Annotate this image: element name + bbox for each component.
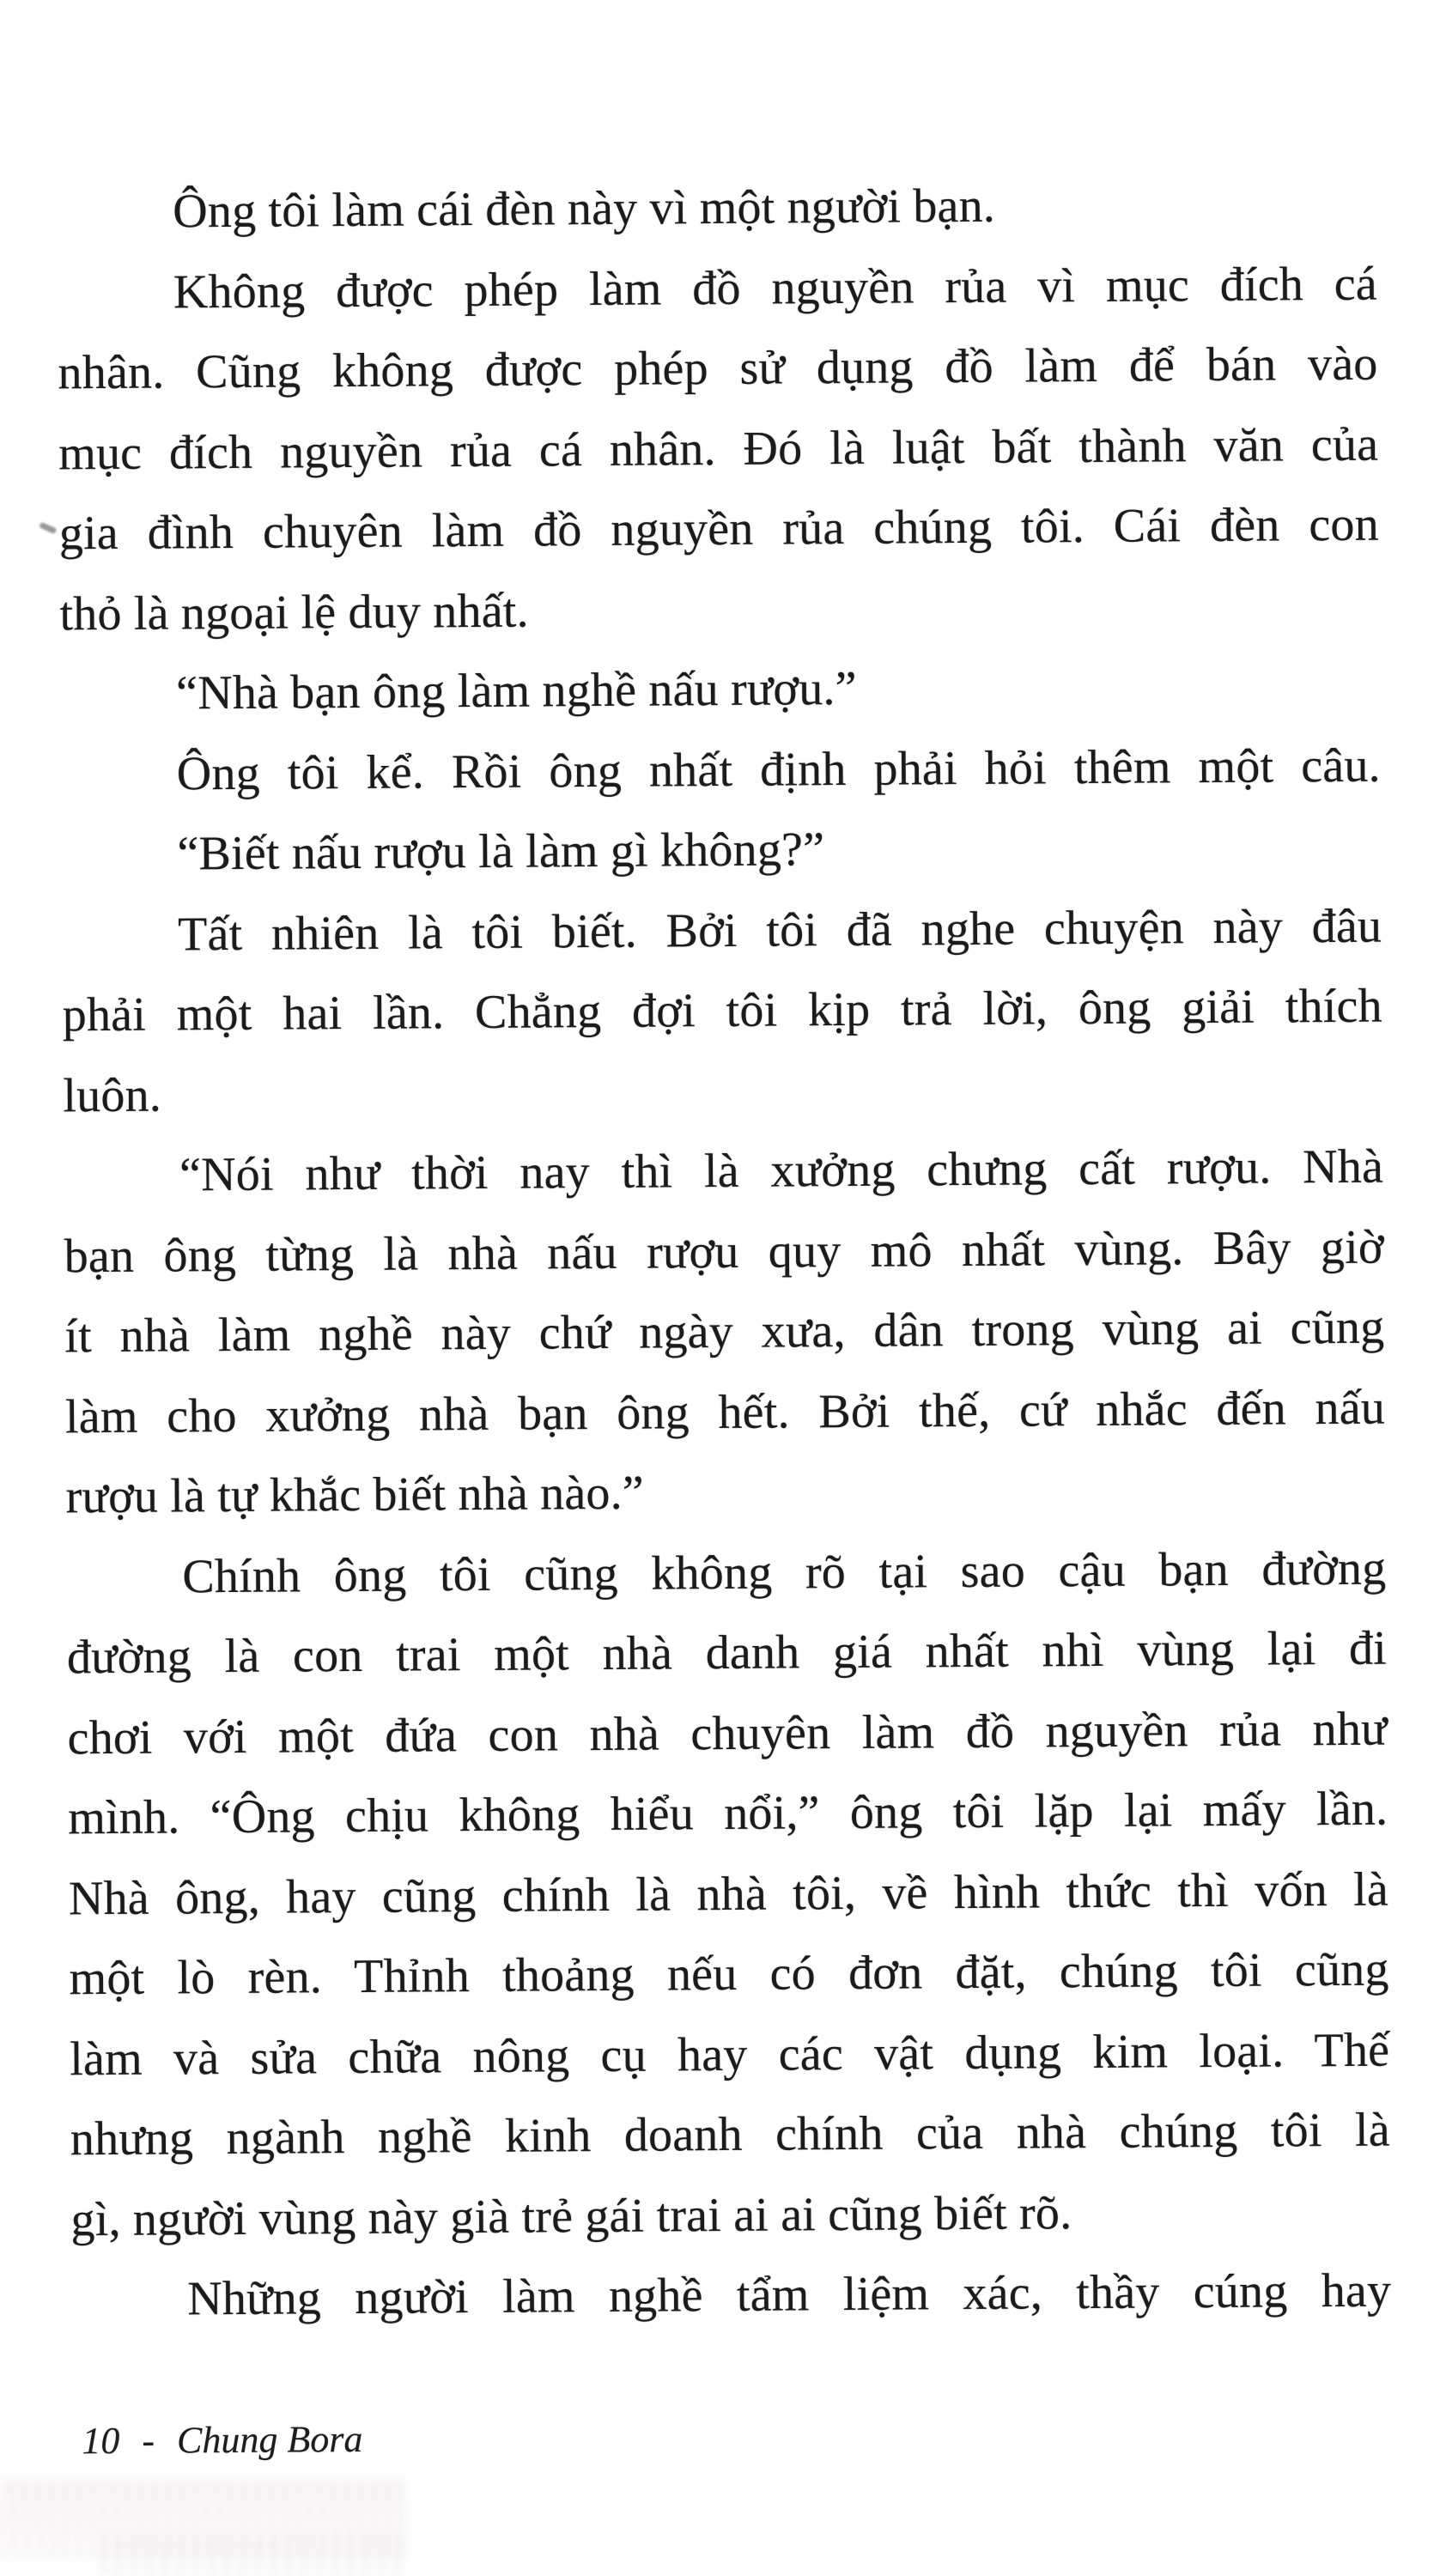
text-line: luôn. bbox=[63, 1068, 162, 1122]
text-line: “Biết nấu rượu là làm gì không?” bbox=[177, 823, 825, 881]
text-line: phải một hai lần. Chẳng đợi tôi kịp trả lời, ông giải thích bbox=[62, 979, 1382, 1042]
text-line: làm và sửa chữa nông cụ hay các vật dụng kim loại. Thế bbox=[70, 2023, 1390, 2086]
text-line: một lò rèn. Thỉnh thoảng nếu có đơn đặt, chúng tôi cũng bbox=[69, 1942, 1389, 2006]
page-footer bbox=[82, 2417, 362, 2463]
text-line: làm cho xưởng nhà bạn ông hết. Bởi thế, cứ nhắc đến nấu bbox=[64, 1381, 1386, 1443]
text-line: bạn ông từng là nhà nấu rượu quy mô nhất vùng. Bây giờ bbox=[64, 1220, 1384, 1283]
text-line: rượu là tự khắc biết nhà nào.” bbox=[65, 1466, 645, 1524]
text-line: Nhà ông, hay cũng chính là nhà tôi, về hình thức thì vốn là bbox=[68, 1862, 1389, 1925]
text-line: mình. “Ông chịu không hiểu nổi,” ông tôi lặp lại mấy lần. bbox=[68, 1782, 1388, 1845]
author-name: Chung Bora bbox=[176, 2417, 363, 2462]
text-line: thỏ là ngoại lệ duy nhất. bbox=[59, 584, 529, 641]
text-line: gì, người vùng này già trẻ gái trai ai ai cũng biết rõ. bbox=[70, 2185, 1072, 2246]
text-line: Tất nhiên là tôi biết. Bởi tôi đã nghe chuyện này đâu bbox=[177, 899, 1382, 961]
footer-separator: - bbox=[142, 2419, 155, 2462]
text-line: “Nhà bạn ông làm nghề nấu rượu.” bbox=[175, 661, 857, 720]
scan-mark-artifact bbox=[39, 522, 57, 534]
text-line: Ông tôi kể. Rồi ông nhất định phải hỏi thêm một câu. bbox=[176, 738, 1381, 800]
text-line: “Nói như thời nay thì là xưởng chưng cất rượu. Nhà bbox=[179, 1139, 1384, 1202]
text-block bbox=[57, 164, 1392, 2341]
text-line: Không được phép làm đồ nguyền rủa vì mục đích cá bbox=[173, 257, 1378, 319]
text-line: ít nhà làm nghề này chứ ngày xưa, dân trong vùng ai cũng bbox=[64, 1300, 1385, 1364]
text-line: Chính ông tôi cũng không rõ tại sao cậu bạn đường bbox=[182, 1541, 1387, 1603]
text-line: mục đích nguyền rủa cá nhân. Đó là luật bất thành văn của bbox=[58, 417, 1379, 480]
text-line: đường là con trai một nhà danh giá nhất nhì vùng lại đi bbox=[66, 1621, 1388, 1685]
text-line: nhưng ngành nghề kinh doanh chính của nhà chúng tôi là bbox=[70, 2103, 1391, 2166]
text-line: gia đình chuyên làm đồ nguyền rủa chúng tôi. Cái đèn con bbox=[58, 497, 1380, 561]
text-line: Ông tôi làm cái đèn này vì một người bạn. bbox=[173, 179, 996, 239]
text-line: chơi với một đứa con nhà chuyên làm đồ nguyền rủa như bbox=[67, 1702, 1388, 1765]
text-line: Những người làm nghề tẩm liệm xác, thầy cúng hay bbox=[186, 2263, 1392, 2326]
page-number: 10 bbox=[82, 2419, 120, 2463]
text-line: nhân. Cũng không được phép sử dụng đồ làm để bán vào bbox=[58, 337, 1378, 400]
